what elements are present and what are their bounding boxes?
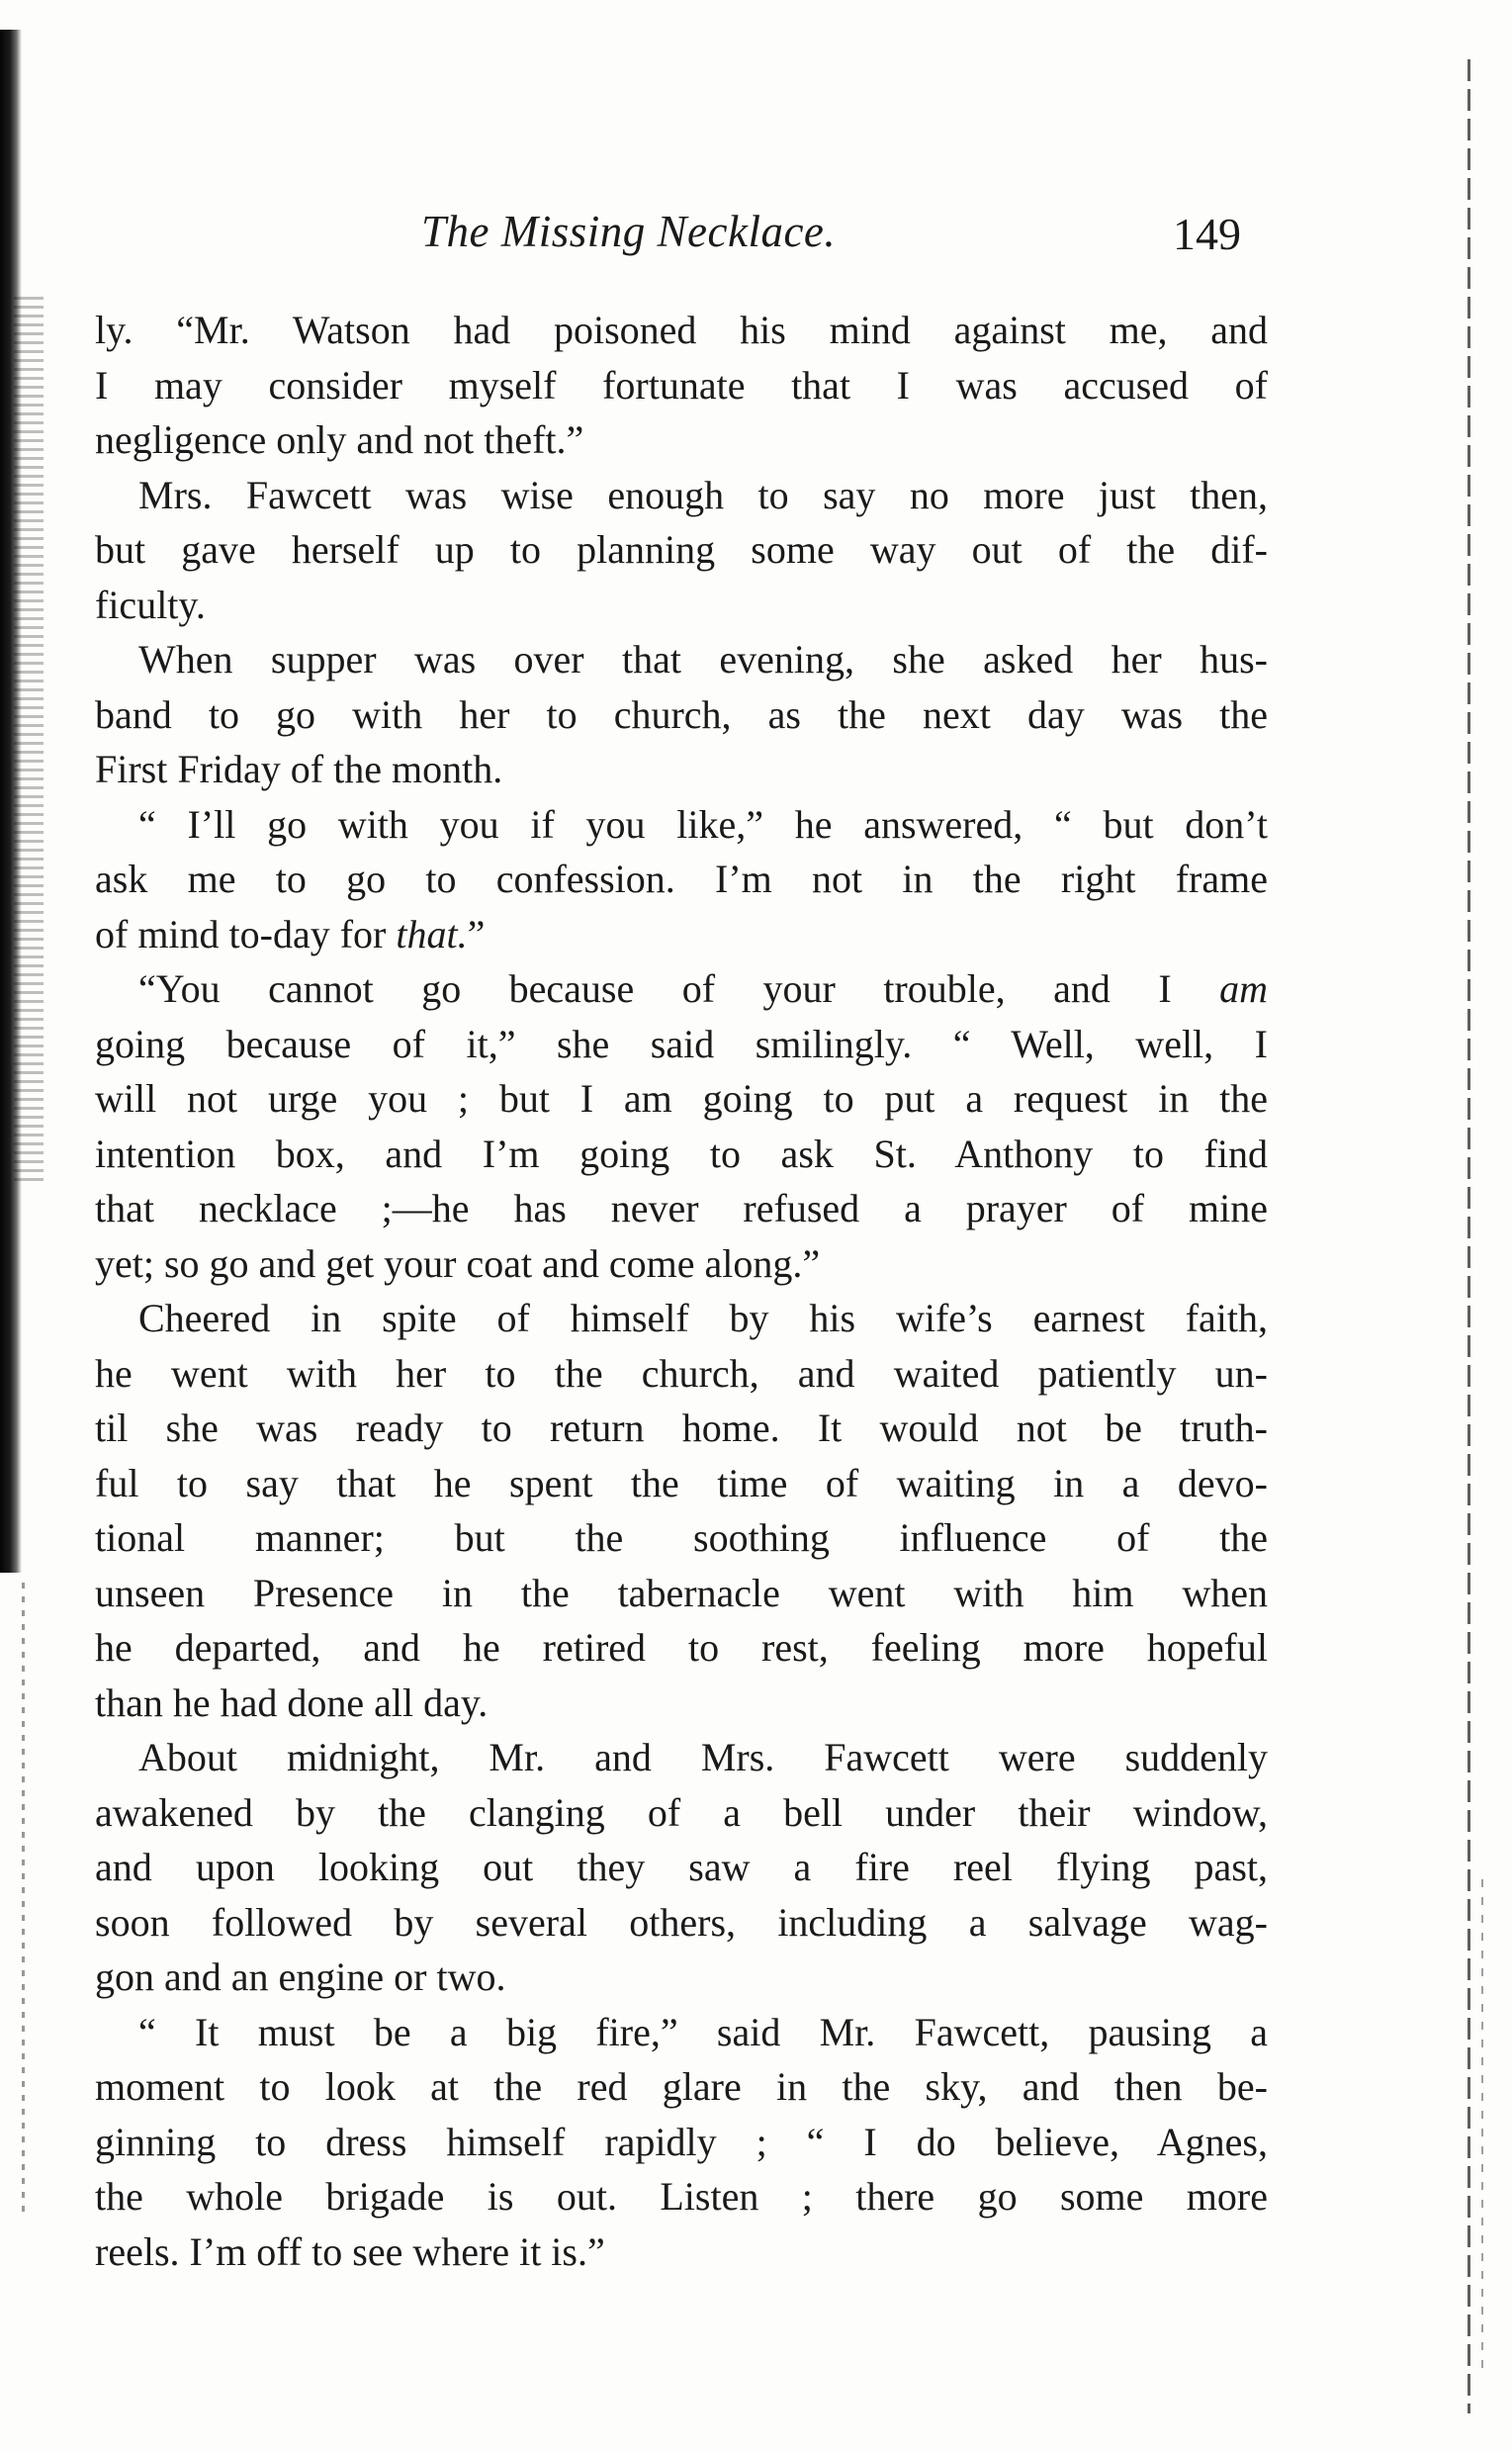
text-line: tional manner; but the soothing influence of the [95,1515,1268,1560]
text-line: he departed, and he retired to rest, feeling more hopeful [95,1625,1268,1670]
scan-right-edge [1468,59,1470,2413]
page-number: 149 [1173,209,1241,259]
text-line: intention box, and I’m going to ask St. Anthony to find [95,1131,1268,1176]
text-line: band to go with her to church, as the next day was the [95,691,1268,737]
text-line [95,961,1268,1017]
text-line: First Friday of the month. [95,747,503,791]
text-line: Cheered in spite of himself by his wife’s earnest faith, [138,1296,1268,1340]
running-title: The Missing Necklace. [421,207,837,256]
text-line: and upon looking out they saw a fire reel flying past, [95,1845,1268,1889]
scan-binding-tail [22,1583,25,2216]
text-line: unseen Presence in the tabernacle went with him when [95,1570,1268,1615]
text-line: til she was ready to return home. It would not be truth- [95,1406,1268,1450]
text-line: but gave herself up to planning some way out of the dif- [95,527,1268,572]
text-line: than he had done all day. [95,1679,489,1725]
text-line: When supper was over that evening, she asked her hus- [138,637,1268,681]
text-line: ful to say that he spent the time of waiting in a devo- [95,1460,1268,1505]
text-line: yet; so go and get your coat and come along.” [95,1240,821,1286]
text-line-part: “You cannot go because of your trouble, and I [138,966,1220,1011]
text-line-part: of mind to-day for [95,911,397,956]
text-line: the whole brigade is out. Listen ; there go some more [95,2174,1268,2219]
text-line: ly. “Mr. Watson had poisoned his mind against me, and [95,308,1268,352]
text-line: he went with her to the church, and waited patiently un- [95,1350,1268,1396]
text-line: reels. I’m off to see where it is.” [95,2228,605,2274]
text-line: gon and an engine or two. [95,1954,506,1999]
text-line: Mrs. Fawcett was wise enough to say no more just then, [138,472,1268,517]
text-line: negligence only and not theft.” [95,417,584,462]
text-line: moment to look at the red glare in the sky, and then be- [95,2064,1268,2109]
page-header [95,206,1282,265]
text-line: ask me to go to confession. I’m not in the right frame [95,857,1268,901]
text-line: ficulty. [95,582,206,627]
text-line: “ I’ll go with you if you like,” he answered, “ but don’t [138,801,1268,847]
scan-binding-texture [14,297,44,1187]
italic-word: that. [396,911,468,956]
scan-right-edge-marks [1481,1879,1483,2374]
italic-word: am [1219,966,1268,1011]
text-line: I may consider myself fortunate that I was accused of [95,362,1268,408]
text-line: that necklace ;—he has never refused a prayer of mine [95,1186,1268,1230]
text-line: ginning to dress himself rapidly ; “ I do believe, Agnes, [95,2119,1268,2164]
text-line: will not urge you ; but I am going to put a request in the [95,1076,1268,1121]
text-line: soon followed by several others, including a salvage wag- [95,1899,1268,1945]
closing-quote: ” [467,911,486,956]
text-line: “ It must be a big fire,” said Mr. Fawcett, pausing a [138,2009,1268,2054]
text-line: About midnight, Mr. and Mrs. Fawcett were suddenly [138,1735,1268,1779]
body-text [95,303,1268,2279]
text-line: going because of it,” she said smilingly. “ Well, well, I [95,1021,1268,1066]
text-line [95,907,1268,962]
text-line: awakened by the clanging of a bell under their window, [95,1789,1268,1835]
